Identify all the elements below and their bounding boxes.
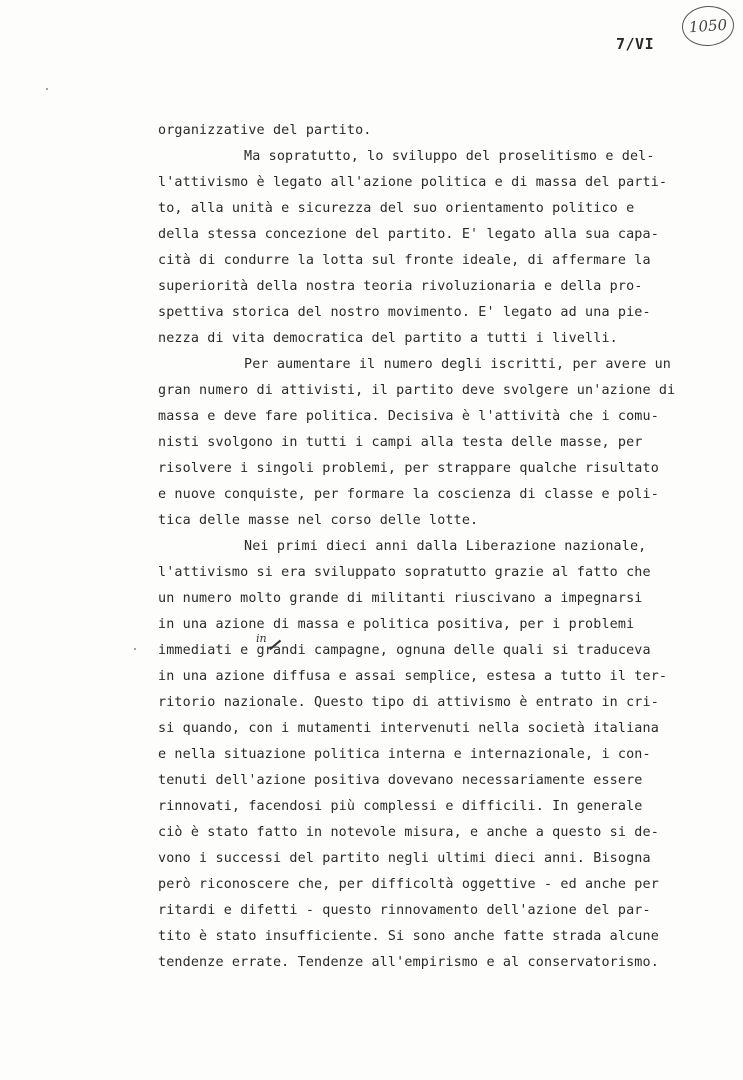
text-line: però riconoscere che, per difficoltà oggettive - ed anche per xyxy=(158,877,659,892)
text-line: vono i successi del partito negli ultimi dieci anni. Bisogna xyxy=(158,851,651,866)
body-text xyxy=(158,118,698,976)
text-line: to, alla unità e sicurezza del suo orientamento politico e xyxy=(158,201,635,216)
text-line: ritardi e difetti - questo rinnovamento dell'azione del par- xyxy=(158,903,651,918)
text-line: gran numero di attivisti, il partito deve svolgere un'azione di xyxy=(158,383,676,398)
text-line: rinnovati, facendosi più complessi e difficili. In generale xyxy=(158,799,643,814)
text-line: in una azione di massa e politica positiva, per i problemi xyxy=(158,617,635,632)
text-line: tica delle masse nel corso delle lotte. xyxy=(158,513,479,528)
archive-stamp: 1050 xyxy=(681,4,736,48)
text-line: tito è stato insufficiente. Si sono anche fatte strada alcune xyxy=(158,929,659,944)
page-number: 7/VI xyxy=(616,35,655,53)
text-line: Ma sopratutto, lo sviluppo del proselitismo e del- xyxy=(244,149,655,164)
text-line: cità di condurre la lotta sul fronte ideale, di affermare la xyxy=(158,253,651,268)
text-line: un numero molto grande di militanti riuscivano a impegnarsi xyxy=(158,591,643,606)
text-line: tendenze errate. Tendenze all'empirismo e al conservatorismo. xyxy=(158,955,659,970)
text-line: immediati e grandi campagne, ognuna delle quali si traduceva xyxy=(158,643,651,658)
text-line: nisti svolgono in tutti i campi alla testa delle masse, per xyxy=(158,435,643,450)
text-line: organizzative del partito. xyxy=(158,123,372,138)
text-line: massa e deve fare politica. Decisiva è l'attività che i comu- xyxy=(158,409,659,424)
text-line: l'attivismo è legato all'azione politica e di massa del parti- xyxy=(158,175,668,190)
text-line: spettiva storica del nostro movimento. E' legato ad una pie- xyxy=(158,305,651,320)
text-line: ritorio nazionale. Questo tipo di attivismo è entrato in cri- xyxy=(158,695,659,710)
text-line: superiorità della nostra teoria rivoluzionaria e della pro- xyxy=(158,279,643,294)
text-line: risolvere i singoli problemi, per strappare qualche risultato xyxy=(158,461,659,476)
text-line: della stessa concezione del partito. E' legato alla sua capa- xyxy=(158,227,659,242)
paper-speck xyxy=(134,648,136,650)
text-line: e nuove conquiste, per formare la coscienza di classe e poli- xyxy=(158,487,659,502)
paper-speck xyxy=(46,88,48,90)
text-line: Nei primi dieci anni dalla Liberazione nazionale, xyxy=(244,539,647,554)
text-line: Per aumentare il numero degli iscritti, per avere un xyxy=(244,357,672,372)
text-line: ciò è stato fatto in notevole misura, e anche a questo si de- xyxy=(158,825,659,840)
handwritten-insert: in xyxy=(256,632,267,645)
text-line: si quando, con i mutamenti intervenuti nella società italiana xyxy=(158,721,659,736)
text-line: in una azione diffusa e assai semplice, estesa a tutto il ter- xyxy=(158,669,668,684)
text-line: tenuti dell'azione positiva dovevano necessariamente essere xyxy=(158,773,643,788)
text-line: l'attivismo si era sviluppato sopratutto grazie al fatto che xyxy=(158,565,651,580)
text-line: nezza di vita democratica del partito a tutti i livelli. xyxy=(158,331,618,346)
text-line: e nella situazione politica interna e internazionale, i con- xyxy=(158,747,651,762)
